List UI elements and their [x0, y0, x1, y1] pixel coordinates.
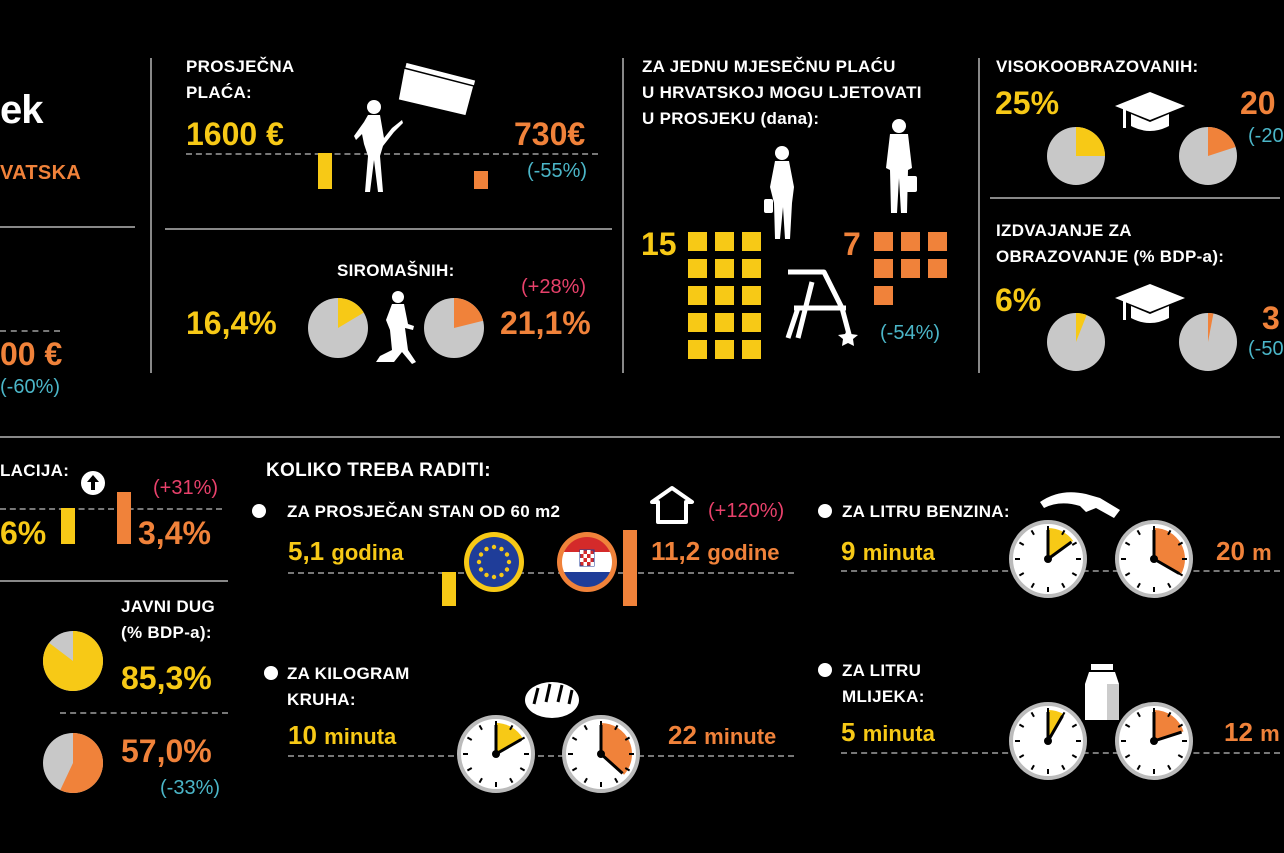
- day-square: [928, 259, 947, 278]
- higher-educated-eu-value: 25%: [995, 85, 1060, 121]
- apartment-change: (+120%): [708, 500, 785, 522]
- poor-eu-pie: [307, 297, 369, 359]
- apartment-eu-number: 5,1: [288, 536, 325, 566]
- milk-eu-unit: minuta: [862, 721, 935, 746]
- eu-star: [499, 547, 503, 551]
- clock-center: [1150, 737, 1158, 745]
- apartment-hr-number: 11,2: [651, 536, 701, 566]
- graduation-cap-icon: [1115, 92, 1185, 138]
- salary-hr-value: 730€: [514, 116, 586, 152]
- bread-label-line2: KRUHA:: [287, 690, 356, 709]
- apartment-hr-bar: [623, 530, 637, 606]
- gasoline-label: ZA LITRU BENZINA:: [842, 502, 1010, 521]
- bread-hr-clock: [560, 713, 642, 795]
- eu-star: [507, 560, 511, 564]
- gasoline-bullet: [818, 504, 832, 518]
- day-square: [688, 286, 707, 305]
- inflation-hr-bar: [117, 492, 131, 544]
- public-debt-eu-value: 85,3%: [121, 660, 212, 696]
- apartment-bullet: [252, 504, 266, 518]
- bread-label-line1: ZA KILOGRAM: [287, 664, 410, 683]
- day-square: [742, 313, 761, 332]
- work-heading: KOLIKO TREBA RADITI:: [266, 460, 491, 481]
- education-eu-pie: [1046, 312, 1106, 372]
- milk-label-line2: MLIJEKA:: [842, 687, 925, 706]
- eu-star: [484, 547, 488, 551]
- apartment-label: ZA PROSJEČAN STAN OD 60 m2: [287, 502, 561, 521]
- gasoline-hr: [1216, 536, 1272, 568]
- gasoline-eu-unit: minuta: [862, 540, 935, 565]
- day-square: [928, 232, 947, 251]
- public-debt-label-line2: (% BDP-a):: [121, 623, 212, 642]
- bread-baseline: [288, 755, 794, 757]
- poor-eu-value: 16,4%: [186, 305, 277, 341]
- higher-educated-eu-pie: [1046, 126, 1106, 186]
- milk-eu-clock: [1007, 700, 1089, 782]
- title-fragment: ek: [0, 88, 43, 132]
- day-square: [715, 259, 734, 278]
- apartment-baseline: [288, 572, 794, 574]
- woman-silhouette-icon: [350, 98, 405, 194]
- eu-flag-icon: [462, 530, 526, 594]
- apartment-hr-unit: godine: [707, 540, 780, 565]
- milk-hr-unit: m: [1260, 721, 1280, 746]
- higher-educated-hr-value: 20: [1240, 85, 1276, 121]
- day-square: [688, 340, 707, 359]
- eu-star: [477, 560, 481, 564]
- inflation-hr-value: 3,4%: [138, 515, 211, 551]
- graduation-cap-icon: [1115, 284, 1185, 330]
- clock-center: [597, 750, 605, 758]
- public-debt-hr-pie: [42, 732, 104, 794]
- day-square: [688, 313, 707, 332]
- vacation-label-line1: ZA JEDNU MJESEČNU PLAĆU: [642, 57, 896, 76]
- bread-eu-unit: minuta: [324, 724, 397, 749]
- apartment-hr: [651, 536, 780, 568]
- vacation-hr-days: 7: [843, 226, 861, 262]
- apartment-eu-bar: [442, 572, 456, 606]
- higher-educated-hr-pie: [1178, 126, 1238, 186]
- eu-star: [492, 545, 496, 549]
- inflation-baseline: [0, 508, 222, 510]
- day-square: [742, 259, 761, 278]
- milk-eu: [841, 717, 935, 749]
- higher-educated-change: (-20: [1248, 125, 1284, 147]
- eu-star: [484, 573, 488, 577]
- milk-hr-number: 12: [1224, 717, 1253, 747]
- milk-hr: [1224, 717, 1280, 749]
- day-square: [688, 259, 707, 278]
- apartment-eu: [288, 536, 404, 568]
- pie-slice: [1076, 127, 1105, 156]
- day-square: [715, 340, 734, 359]
- salary-label-line1: PROSJEČNA: [186, 57, 295, 76]
- divider-salary-horizontal: [165, 228, 612, 230]
- eu-star: [492, 575, 496, 579]
- divider-inflation-horizontal: [0, 580, 228, 582]
- eu-star: [505, 552, 509, 556]
- apartment-eu-unit: godina: [331, 540, 404, 565]
- divider-education-horizontal: [990, 197, 1280, 199]
- man-with-suitcase-icon: [880, 118, 918, 214]
- milk-hr-clock: [1113, 700, 1195, 782]
- poor-person-icon: [372, 290, 420, 366]
- eu-star: [499, 573, 503, 577]
- higher-educated-label: VISOKOOBRAZOVANIH:: [996, 57, 1199, 76]
- inflation-eu-value: 6%: [0, 515, 47, 551]
- gasoline-hr-unit: m: [1252, 540, 1272, 565]
- education-label-line1: IZDVAJANJE ZA: [996, 221, 1132, 240]
- public-debt-label-line1: JAVNI DUG: [121, 597, 216, 616]
- education-label-line2: OBRAZOVANJE (% BDP-a):: [996, 247, 1225, 266]
- bread-hr: [668, 720, 776, 752]
- left-salary-baseline: [0, 330, 60, 332]
- poor-hr-pie: [423, 297, 485, 359]
- day-square: [742, 340, 761, 359]
- eu-star: [479, 552, 483, 556]
- clock-center: [1150, 555, 1158, 563]
- salary-label-line2: PLAĆA:: [186, 83, 253, 102]
- bread-eu-number: 10: [288, 720, 317, 750]
- banknotes-icon: [398, 62, 478, 118]
- day-square: [901, 259, 920, 278]
- poor-hr-value: 21,1%: [500, 305, 591, 341]
- vacation-eu-days-grid: [688, 232, 768, 367]
- divider-left-horizontal: [0, 226, 135, 228]
- gasoline-eu: [841, 536, 935, 568]
- milk-label-line1: ZA LITRU: [842, 661, 922, 680]
- salary-change: (-55%): [527, 160, 588, 182]
- vacation-change: (-54%): [880, 322, 941, 344]
- day-square: [715, 313, 734, 332]
- bread-eu-clock: [455, 713, 537, 795]
- poor-label: SIROMAŠNIH:: [337, 261, 455, 280]
- salary-eu-value: 1600 €: [186, 116, 284, 152]
- gasoline-hr-number: 20: [1216, 536, 1245, 566]
- divider-left: [150, 58, 152, 373]
- public-debt-baseline: [60, 712, 228, 714]
- inflation-eu-bar: [61, 508, 75, 544]
- public-debt-hr-value: 57,0%: [121, 733, 212, 769]
- clock-center: [492, 750, 500, 758]
- vacation-label-line2: U HRVATSKOJ MOGU LJETOVATI: [642, 83, 922, 102]
- day-square: [715, 286, 734, 305]
- clock-center: [1044, 737, 1052, 745]
- public-debt-change: (-33%): [160, 777, 221, 799]
- education-eu-value: 6%: [995, 282, 1042, 318]
- country-fragment: VATSKA: [0, 162, 82, 184]
- divider-right: [978, 58, 980, 373]
- inflation-change: (+31%): [153, 477, 219, 499]
- education-hr-value: 3: [1262, 300, 1280, 336]
- vacation-eu-days: 15: [641, 226, 677, 262]
- divider-middle: [622, 58, 624, 373]
- croatian-flag-icon: [555, 530, 619, 594]
- milk-eu-number: 5: [841, 717, 856, 747]
- day-square: [874, 232, 893, 251]
- vacation-label-line3: U PROSJEKU (dana):: [642, 109, 820, 128]
- poor-change: (+28%): [521, 276, 587, 298]
- salary-hr-bar: [474, 171, 488, 189]
- day-square: [742, 286, 761, 305]
- bread-eu: [288, 720, 396, 752]
- day-square: [742, 232, 761, 251]
- bread-hr-unit: minute: [704, 724, 777, 749]
- day-square: [874, 286, 893, 305]
- day-square: [688, 232, 707, 251]
- gasoline-eu-number: 9: [841, 536, 856, 566]
- salary-eu-bar: [318, 153, 332, 189]
- education-hr-pie: [1178, 312, 1238, 372]
- gasoline-eu-clock: [1007, 518, 1089, 600]
- milk-bullet: [818, 663, 832, 677]
- inflation-label: LACIJA:: [0, 461, 70, 480]
- day-square: [715, 232, 734, 251]
- eu-star: [479, 567, 483, 571]
- bread-bullet: [264, 666, 278, 680]
- arrow-up-icon: [80, 470, 106, 496]
- day-square: [874, 259, 893, 278]
- left-salary-change: (-60%): [0, 376, 61, 398]
- bread-hr-number: 22: [668, 720, 697, 750]
- vacation-hr-days-grid: [874, 232, 954, 312]
- clock-center: [1044, 555, 1052, 563]
- woman-with-bag-icon: [762, 145, 802, 240]
- day-square: [901, 232, 920, 251]
- house-icon: [650, 486, 694, 524]
- public-debt-eu-pie: [42, 630, 104, 692]
- divider-main-horizontal: [0, 436, 1280, 438]
- gasoline-hr-clock: [1113, 518, 1195, 600]
- deckchair-icon: [784, 268, 860, 342]
- education-change: (-50: [1248, 338, 1284, 360]
- eu-star: [505, 567, 509, 571]
- left-salary-value: 00 €: [0, 336, 63, 372]
